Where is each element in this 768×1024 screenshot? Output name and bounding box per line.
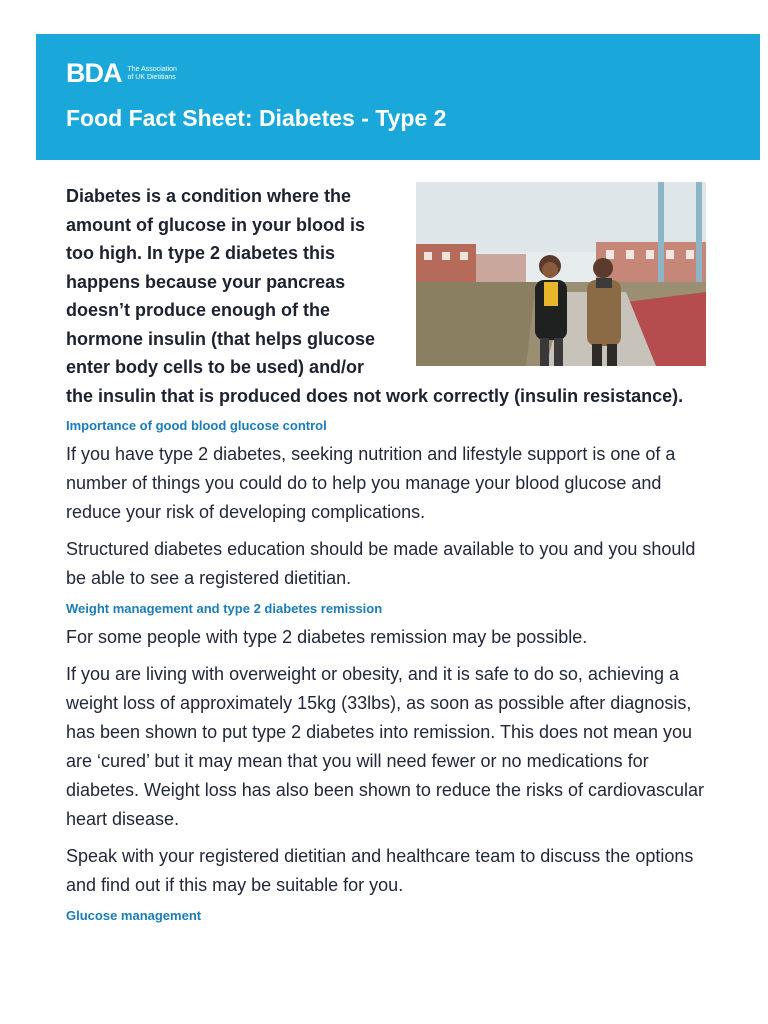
intro-paragraph: Diabetes is a condition where the amount of glucose in your blood is too high. In type 2 diabetes this happens because your pancreas doesn’t produce enough of the hormone insulin (that helps glucose enter body cells to be used) and/or the insulin that is produced does not work correctly (insulin resistance). [66, 186, 684, 406]
section-heading-glucose-management: Glucose management [66, 908, 202, 923]
paragraph: Structured diabetes education should be made available to you and you should be able to see a registered dietitian. [66, 539, 696, 588]
logo-mark: BDA [66, 58, 122, 88]
page-title: Food Fact Sheet: Diabetes - Type 2 [66, 105, 447, 131]
section-heading-blood-glucose: Importance of good blood glucose control [66, 418, 327, 433]
paragraph: For some people with type 2 diabetes remission may be possible. [66, 627, 588, 647]
article-content [66, 182, 706, 930]
paragraph: If you are living with overweight or obesity, and it is safe to do so, achieving a weight loss of approximately 15kg (33lbs), as soon as possible after diagnosis, has been shown to put type 2 diabetes into remission. This does not mean you are ‘cured’ but it may mean that you will need fewer or no medications for diabetes. Weight loss has also been shown to reduce the risks of cardiovascular heart disease. [66, 664, 705, 829]
couple-walking-photo [416, 182, 706, 366]
paragraph: If you have type 2 diabetes, seeking nutrition and lifestyle support is one of a number of things you could do to help you manage your blood glucose and reduce your risk of developing complications. [66, 444, 676, 522]
header-banner [36, 34, 760, 160]
bda-logo [66, 60, 184, 87]
logo-text: The Association of UK Dietitians [127, 65, 177, 81]
section-heading-weight-management: Weight management and type 2 diabetes remission [66, 601, 383, 616]
paragraph: Speak with your registered dietitian and healthcare team to discuss the options and find out if this may be suitable for you. [66, 846, 694, 895]
